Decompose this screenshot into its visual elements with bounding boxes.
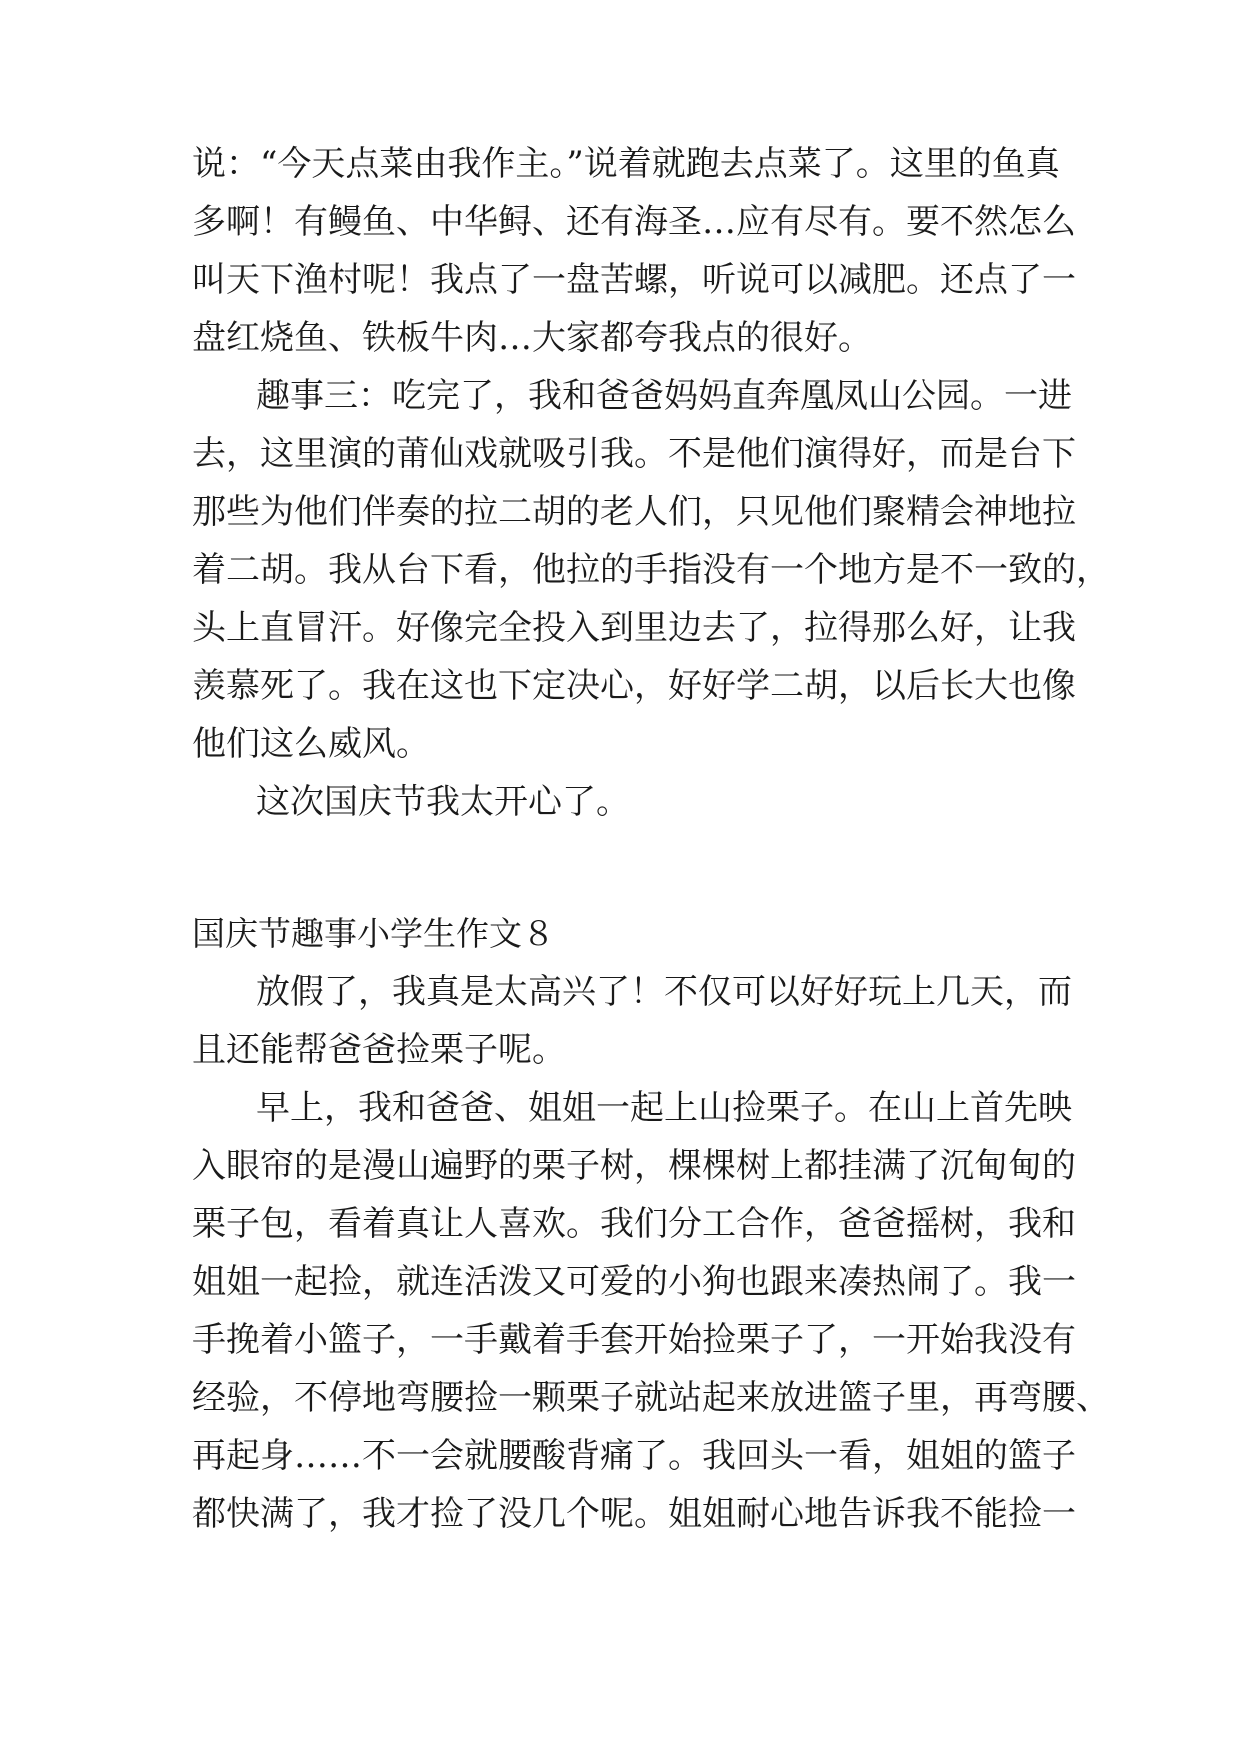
paragraph-line: 栗子包，看着真让人喜欢。我们分工合作，爸爸摇树，我和 — [192, 1204, 1076, 1244]
paragraph-line: 经验，不停地弯腰捡一颗栗子就站起来放进篮子里，再弯腰、 — [192, 1378, 1110, 1418]
paragraph-line: 叫天下渔村呢！我点了一盘苦螺，听说可以减肥。还点了一 — [192, 260, 1076, 300]
paragraph-line: 都快满了，我才捡了没几个呢。姐姐耐心地告诉我不能捡一 — [192, 1494, 1076, 1534]
section-heading: 国庆节趣事小学生作文８ — [192, 914, 555, 953]
paragraph-line: 且还能帮爸爸捡栗子呢。 — [192, 1030, 566, 1070]
paragraph-line: 这次国庆节我太开心了。 — [256, 782, 630, 822]
paragraph-line: 去，这里演的莆仙戏就吸引我。不是他们演得好，而是台下 — [192, 434, 1076, 474]
paragraph-line: 那些为他们伴奏的拉二胡的老人们，只见他们聚精会神地拉 — [192, 492, 1076, 532]
paragraph-line: 着二胡。我从台下看，他拉的手指没有一个地方是不一致的， — [192, 550, 1110, 590]
paragraph-line: 多啊！有鳗鱼、中华鲟、还有海圣…应有尽有。要不然怎么 — [192, 202, 1076, 242]
paragraph-line: 再起身……不一会就腰酸背痛了。我回头一看，姐姐的篮子 — [192, 1436, 1076, 1476]
paragraph-line: 放假了，我真是太高兴了！不仅可以好好玩上几天，而 — [256, 972, 1072, 1012]
paragraph-line: 入眼帘的是漫山遍野的栗子树，棵棵树上都挂满了沉甸甸的 — [192, 1146, 1076, 1186]
paragraph-line: 盘红烧鱼、铁板牛肉…大家都夸我点的很好。 — [192, 318, 872, 358]
paragraph-line: 趣事三：吃完了，我和爸爸妈妈直奔凰凤山公园。一进 — [256, 376, 1072, 416]
paragraph-line: 早上，我和爸爸、姐姐一起上山捡栗子。在山上首先映 — [256, 1088, 1072, 1128]
paragraph-line: 他们这么威风。 — [192, 724, 430, 764]
paragraph-line: 姐姐一起捡，就连活泼又可爱的小狗也跟来凑热闹了。我一 — [192, 1262, 1076, 1302]
paragraph-line: 羡慕死了。我在这也下定决心，好好学二胡，以后长大也像 — [192, 666, 1076, 706]
paragraph-line: 手挽着小篮子，一手戴着手套开始捡栗子了，一开始我没有 — [192, 1320, 1076, 1360]
paragraph-line: 头上直冒汗。好像完全投入到里边去了，拉得那么好，让我 — [192, 608, 1076, 648]
paragraph-line: 说：“今天点菜由我作主。”说着就跑去点菜了。这里的鱼真 — [192, 144, 1060, 184]
